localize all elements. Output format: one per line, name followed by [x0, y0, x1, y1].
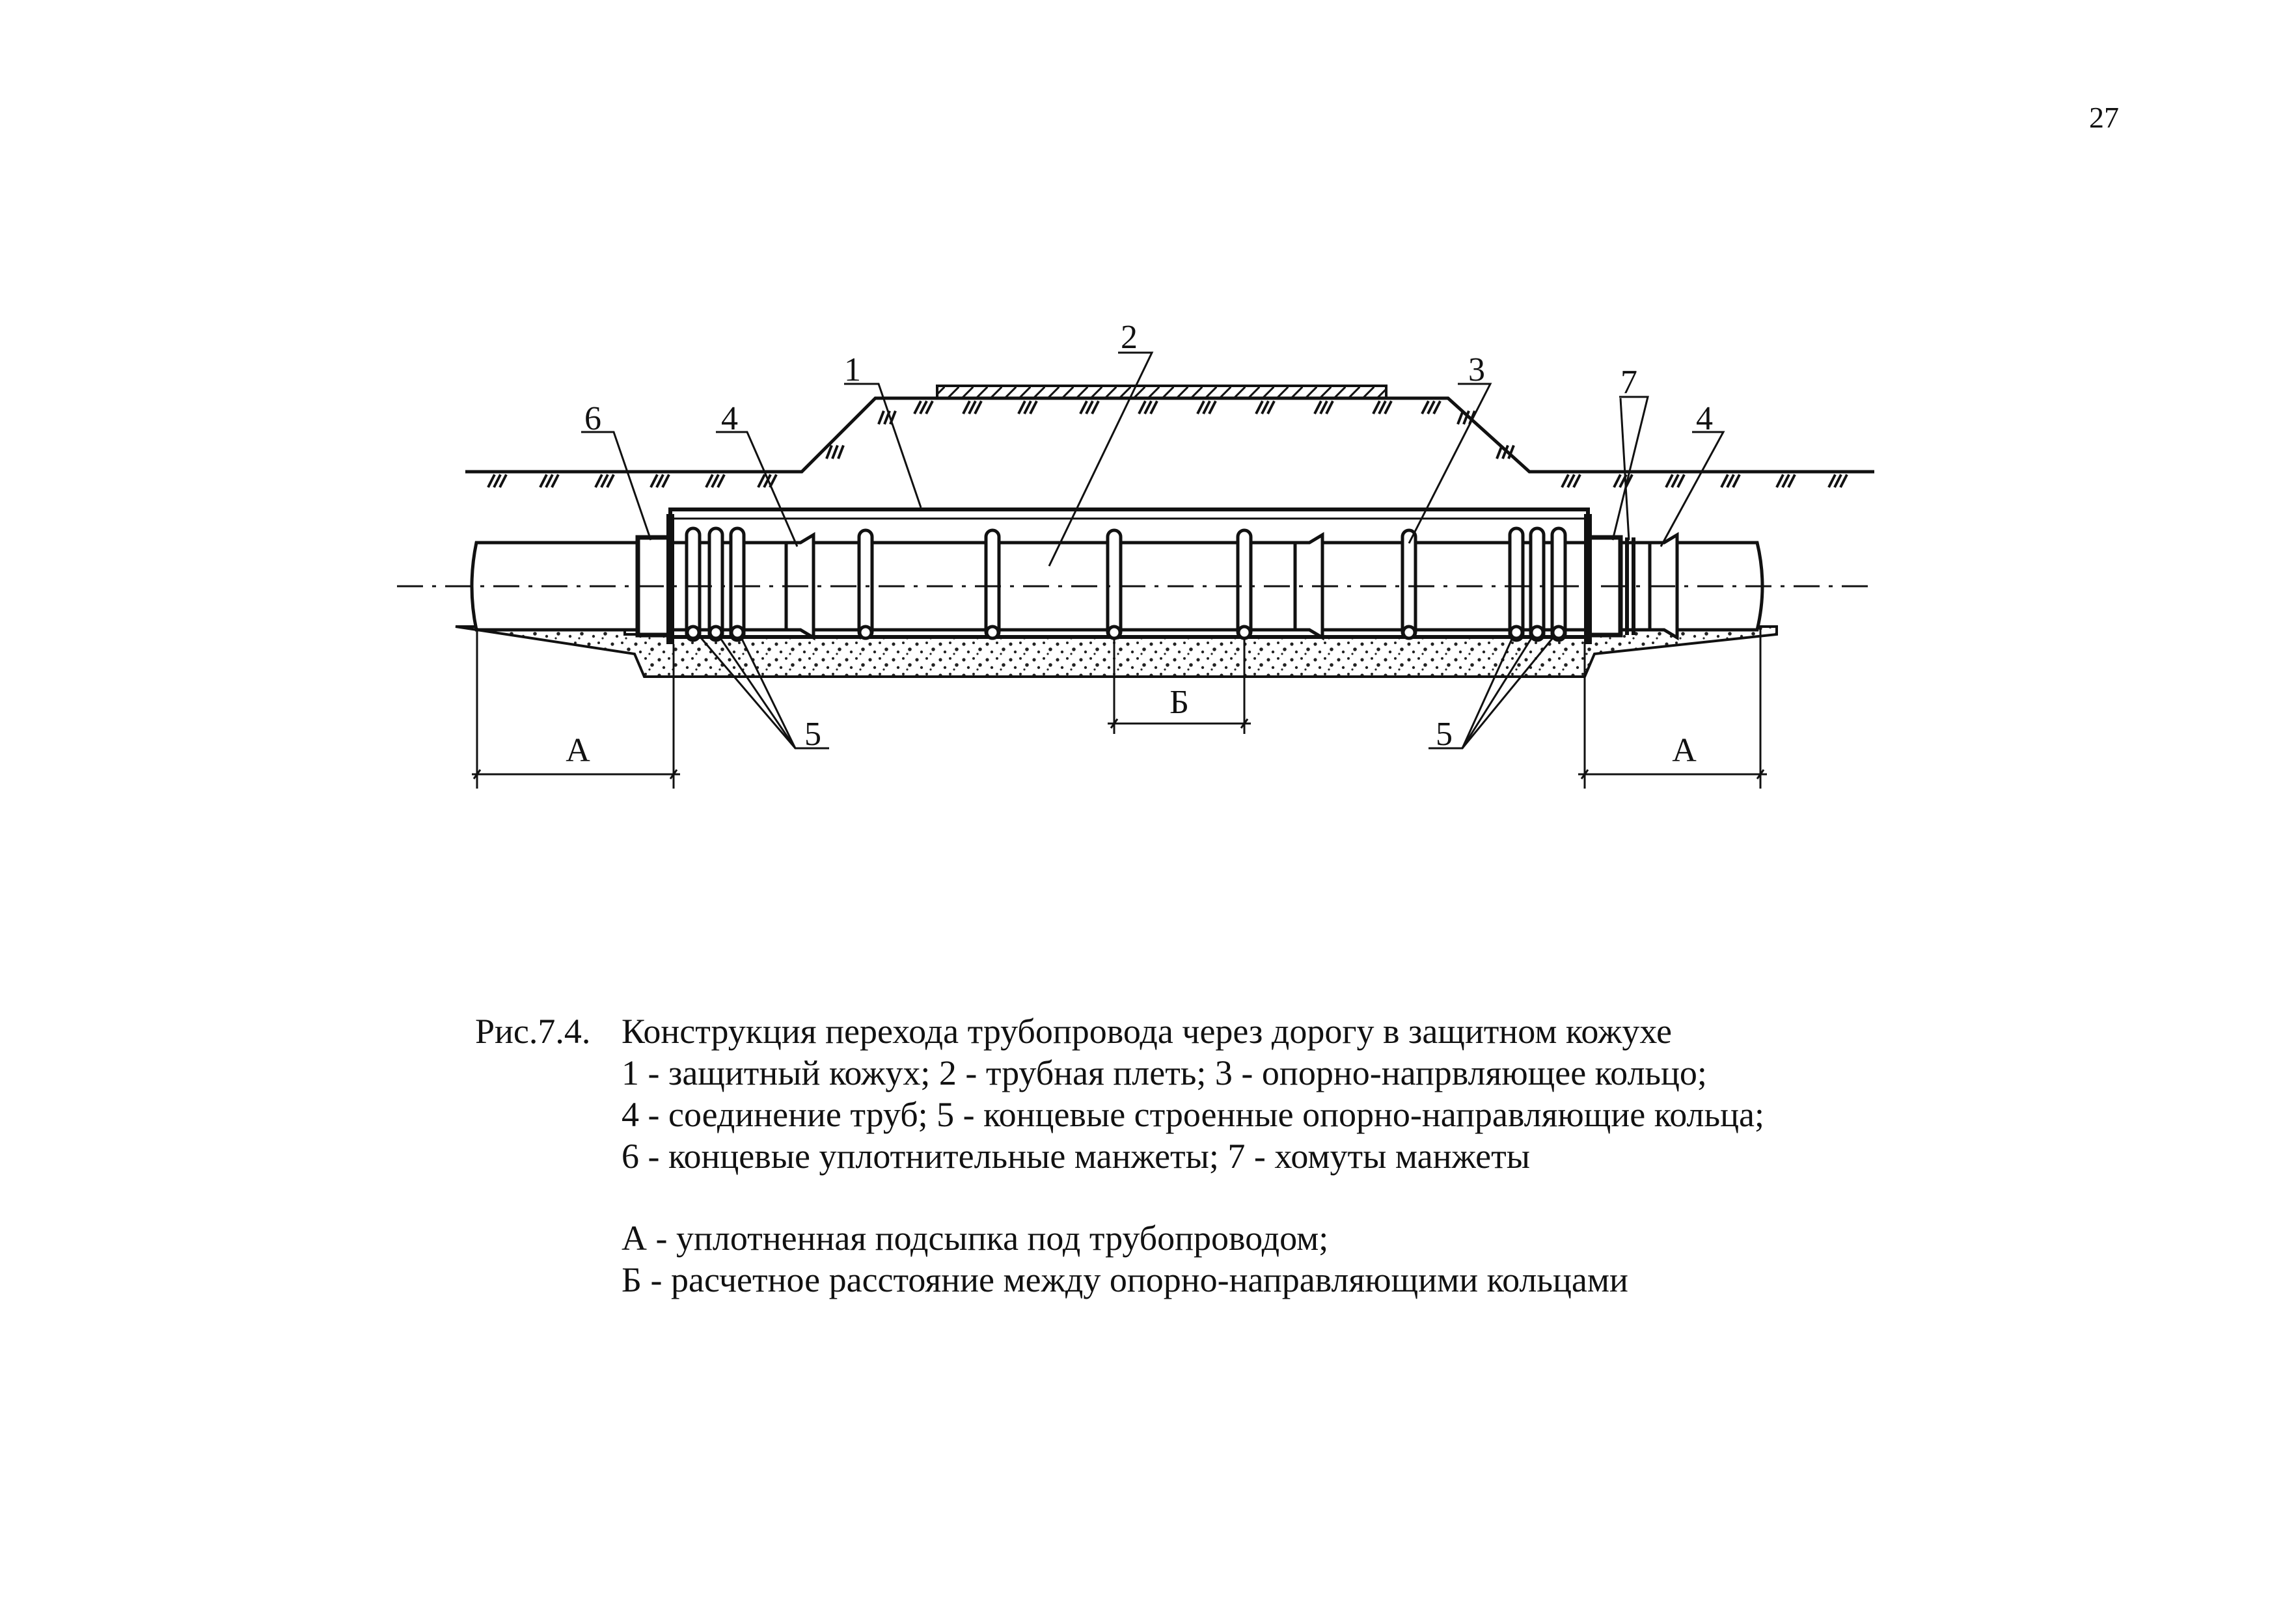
- legend-line: 6 - концевые уплотнительные манжеты; 7 - хомуты манжеты: [622, 1137, 1530, 1176]
- support-ring: [1108, 530, 1121, 638]
- callout-4-left: 4: [721, 400, 738, 437]
- end-triple-ring: [687, 528, 700, 640]
- figure-title: Конструкция перехода трубопровода через дорогу в защитном кожухе: [622, 1012, 1672, 1051]
- dimension-a-left: А: [566, 732, 590, 769]
- end-triple-ring: [1531, 528, 1544, 640]
- legend-line: 1 - защитный кожух; 2 - трубная плеть; 3 - опорно-напрвляющее кольцо;: [622, 1053, 1707, 1092]
- callout-7: 7: [1620, 364, 1637, 401]
- end-triple-ring: [1510, 528, 1523, 640]
- end-triple-ring: [1552, 528, 1565, 640]
- support-ring: [859, 530, 872, 638]
- callout-4-right: 4: [1696, 400, 1713, 437]
- soil-hatch-stroke: [1497, 445, 1502, 459]
- figure-caption: [475, 1010, 1764, 1301]
- ring-support-foot: [1553, 627, 1565, 638]
- callout-5-left: 5: [804, 716, 821, 753]
- callout-2: 2: [1121, 319, 1138, 356]
- figure-label: Рис.7.4.: [475, 1012, 591, 1051]
- ring-support-foot: [1238, 627, 1250, 638]
- dimension-b: Б: [1169, 684, 1189, 721]
- soil-hatch-stroke: [832, 445, 838, 459]
- support-ring: [986, 530, 999, 638]
- callout-6: 6: [584, 400, 601, 437]
- ring-support-foot: [1531, 627, 1543, 638]
- callout-1: 1: [844, 351, 861, 388]
- ring-support-foot: [860, 627, 871, 638]
- note-line: А - уплотненная подсыпка под трубопроводом;: [622, 1219, 1329, 1258]
- callout-5-right: 5: [1436, 716, 1453, 753]
- ring-support-foot: [1108, 627, 1120, 638]
- support-ring: [1238, 530, 1251, 638]
- note-line: Б - расчетное расстояние между опорно-направляющими кольцами: [622, 1260, 1628, 1299]
- ring-support-foot: [987, 627, 998, 638]
- dimension-a-right: А: [1672, 732, 1697, 769]
- legend-line: 4 - соединение труб; 5 - концевые строенные опорно-направляющие кольца;: [622, 1095, 1764, 1134]
- ring-support-foot: [687, 627, 699, 638]
- callout-3: 3: [1468, 351, 1485, 388]
- support-ring: [1402, 530, 1415, 638]
- ring-support-foot: [1403, 627, 1415, 638]
- ground-surface: [465, 398, 1874, 472]
- road-pavement: [937, 386, 1386, 398]
- page-number: 27: [2089, 101, 2119, 134]
- soil-hatch-stroke: [1458, 411, 1463, 424]
- caption-title-row: [475, 1010, 1764, 1052]
- soil-hatch-stroke: [879, 411, 884, 424]
- end-triple-ring: [709, 528, 722, 640]
- soil-hatch-stroke: [838, 445, 843, 459]
- end-triple-ring: [731, 528, 744, 640]
